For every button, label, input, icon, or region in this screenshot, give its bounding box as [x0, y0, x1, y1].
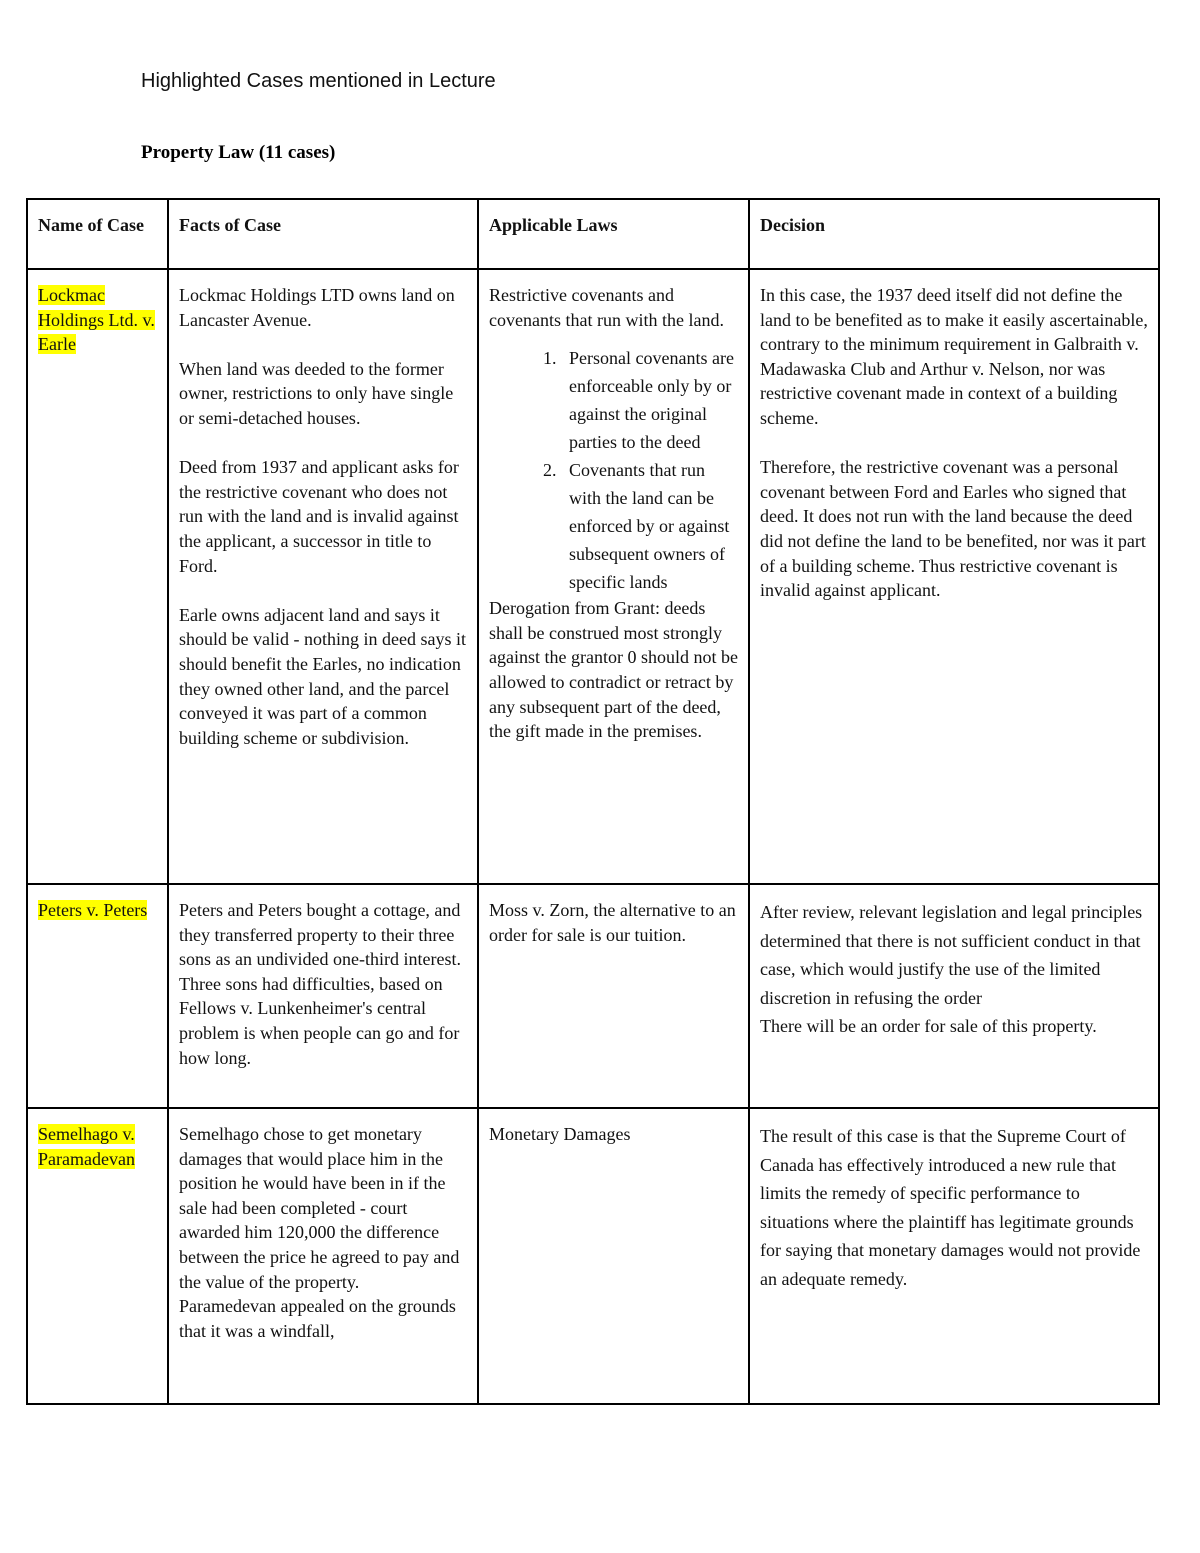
facts-paragraph: Peters and Peters bought a cottage, and they transferred property to their three sons as an undivided one-third interest. Three sons had difficulties, based on Fellows v. Lunkenheimer's central problem is when people can go and for how long.	[179, 900, 461, 1068]
laws-text: Moss v. Zorn, the alternative to an order for sale is our tuition.	[489, 900, 736, 945]
case-name-cell	[27, 269, 168, 884]
laws-cell	[478, 1108, 749, 1404]
header-applicable-laws: Applicable Laws	[478, 199, 749, 269]
decision-cell	[749, 269, 1159, 884]
facts-paragraph: Semelhago chose to get monetary damages that would place him in the position he would have been in if the sale had been completed - court awarded him 120,000 the difference between the price he agreed to pay and the value of the property.	[179, 1124, 460, 1292]
laws-list-item: 1. Personal covenants are enforceable only by or against the original parties to the deed	[561, 344, 739, 456]
facts-paragraph: Lockmac Holdings LTD owns land on Lancaster Avenue.	[179, 285, 455, 330]
decision-paragraph: There will be an order for sale of this property.	[760, 1016, 1097, 1036]
laws-text: Monetary Damages	[489, 1124, 631, 1144]
laws-list	[489, 344, 739, 596]
case-name-cell	[27, 1108, 168, 1404]
facts-paragraph: Earle owns adjacent land and says it should be valid - nothing in deed says it should benefit the Earles, no indication they owned other land, and the parcel conveyed it was part of a common building scheme or subdivision.	[179, 604, 466, 748]
decision-paragraph: After review, relevant legislation and legal principles determined that there is not sufficient conduct in that case, which would justify the use of the limited discretion in refusing the order	[760, 902, 1143, 1008]
facts-cell	[168, 884, 478, 1108]
facts-paragraph: Deed from 1937 and applicant asks for the restrictive covenant who does not run with the land and is invalid against the applicant, a successor in title to Ford.	[179, 457, 459, 576]
header-name-of-case: Name of Case	[27, 199, 168, 269]
document-heading: Highlighted Cases mentioned in Lecture	[141, 70, 496, 92]
facts-cell	[168, 1108, 478, 1404]
facts-cell	[168, 269, 478, 884]
header-facts-of-case: Facts of Case	[168, 199, 478, 269]
laws-list-item: 2. Covenants that run with the land can be enforced by or against subsequent owners of specific lands	[561, 456, 739, 596]
table-row	[27, 269, 1159, 884]
case-name-highlight: Peters v. Peters	[38, 900, 148, 920]
facts-paragraph: Paramedevan appealed on the grounds that it was a windfall,	[179, 1296, 456, 1341]
section-title: Property Law (11 cases)	[141, 142, 336, 163]
decision-paragraph: In this case, the 1937 deed itself did not define the land to be benefited as to make it easily ascertainable, contrary to the minimum requirement in Galbraith v. Madawaska Club and Arthur v. Nelson, nor was restrictive covenant made in context of a building scheme.	[760, 285, 1148, 428]
header-decision: Decision	[749, 199, 1159, 269]
facts-paragraph: When land was deeded to the former owner, restrictions to only have single or semi-detached houses.	[179, 358, 454, 428]
case-name-cell	[27, 884, 168, 1108]
laws-cell	[478, 269, 749, 884]
laws-derogation: Derogation from Grant: deeds shall be construed most strongly against the grantor 0 should not be allowed to contradict or retract by any subsequent part of the deed, the gift made in the premises.	[489, 598, 738, 742]
case-name-highlight: Semelhago v. Paramadevan	[38, 1124, 135, 1169]
table-row	[27, 884, 1159, 1108]
table-row	[27, 1108, 1159, 1404]
decision-paragraph: Therefore, the restrictive covenant was a personal covenant between Ford and Earles who signed that deed. It does not run with the land because the deed did not define the land to be benefited, nor was it part of a building scheme. Thus restrictive covenant is invalid against applicant.	[760, 457, 1146, 601]
laws-intro: Restrictive covenants and covenants that run with the land.	[489, 285, 724, 330]
decision-cell	[749, 884, 1159, 1108]
cases-table	[26, 198, 1160, 1405]
laws-cell	[478, 884, 749, 1108]
case-name-highlight: Lockmac Holdings Ltd. v. Earle	[38, 285, 155, 355]
table-header-row	[27, 199, 1159, 269]
decision-paragraph: The result of this case is that the Supreme Court of Canada has effectively introduced a new rule that limits the remedy of specific performance to situations where the plaintiff has legitimate grounds for saying that monetary damages would not provide an adequate remedy.	[760, 1126, 1141, 1289]
decision-cell	[749, 1108, 1159, 1404]
